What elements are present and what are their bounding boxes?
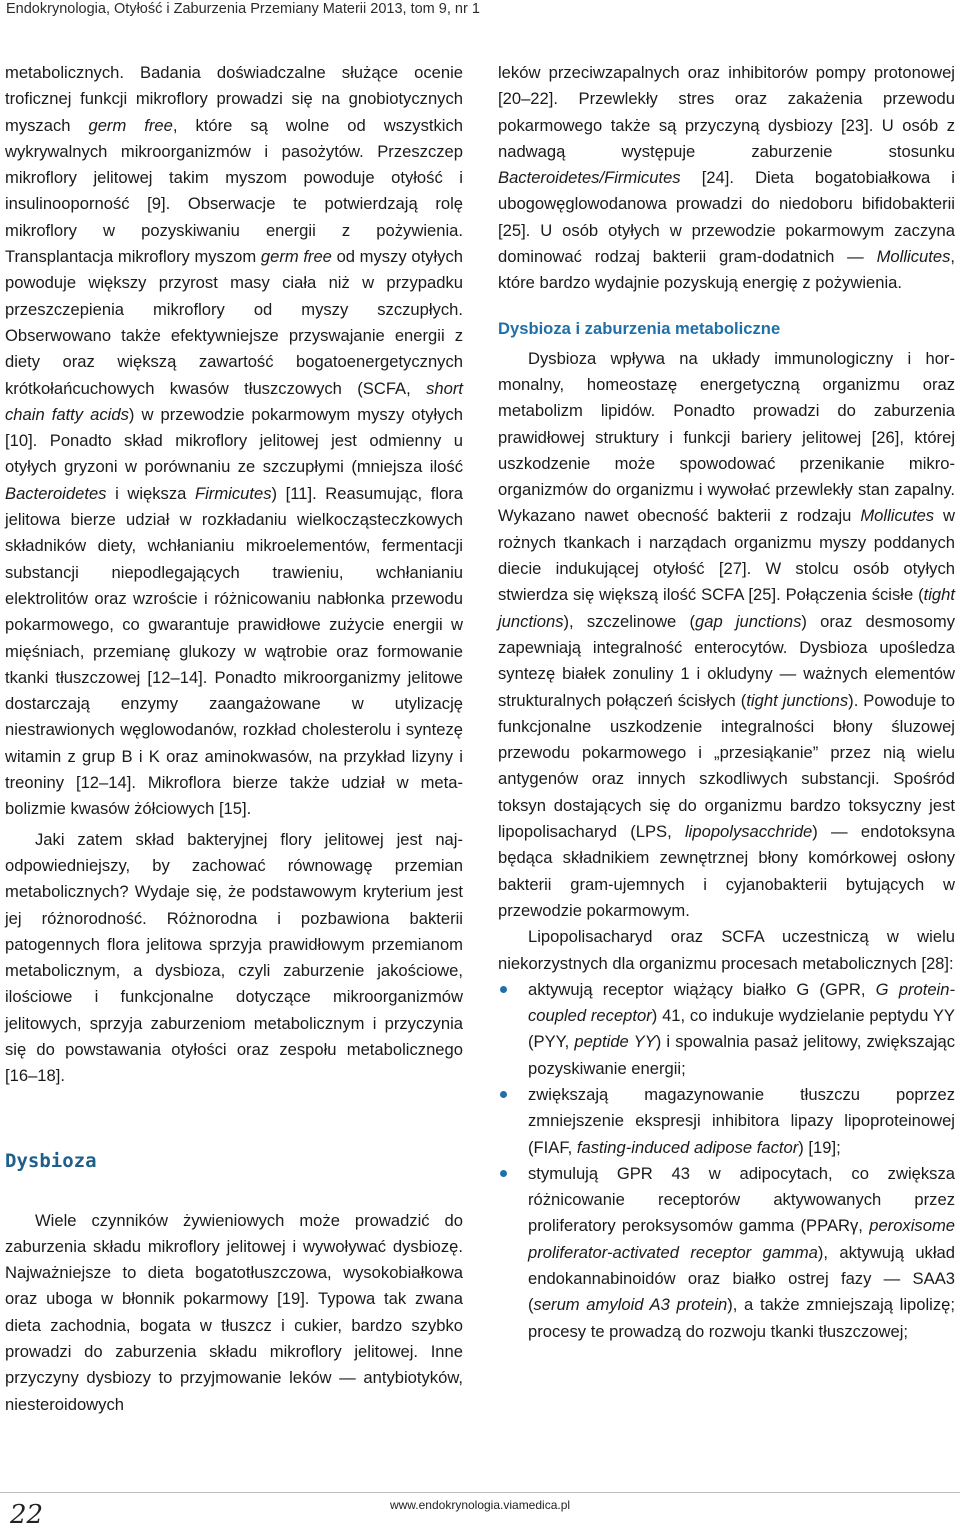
italic-term: tight junctions bbox=[746, 690, 849, 710]
text-run: ) w przewodzie pokarmowym myszy otyłych [10]. Ponadto skład mikroflory jelitowej jest odmienny u otyłych gryzoni w porównaniu ze szczupłymi (mniejsza ilość bbox=[5, 404, 464, 477]
text-run: ), aktywują układ endokannabinoidów oraz białko ostrej fazy — SAA3 ( bbox=[528, 1242, 955, 1315]
text-run: od myszy otyłych powoduje większy przyrost masy ciała niż w przypadku przeszczepienia mikroflory od myszy szczupłych. Obserwowano także efektywniejsze przyswajanie energii z diety oraz większą zawartość bogatoenergetycznych krótkołańcuchowych kwasów tłuszczowych (SCFA, bbox=[5, 247, 463, 398]
italic-term: peptide YY bbox=[574, 1032, 656, 1052]
running-header: Endokrynologia, Otyłość i Zaburzenia Przemiany Materii 2013, tom 9, nr 1 bbox=[6, 1, 480, 17]
paragraph bbox=[5, 60, 463, 823]
paragraph bbox=[498, 346, 955, 925]
italic-term: germ free bbox=[260, 247, 332, 267]
text-run: Jaki zatem skład bakteryjnej flory jelitowej jest najodpowiedniejszy, by zachować równowagę przemian metabolicznych? Wydaje się, że podstawowym kryterium jest jej różnorodność. Różnorodna i pozbawiona bakterii patogennych flora jelitowa sprzyja prawidłowym przemianom metabolicznym, a dysbioza, czyli zaburzenie jakościowe, ilościowe i funkcjonalne dotyczące mikroorganizmów jelitowych, sprzyja zaburzeniom metabolicznym i przyczynia się do powstawania otyłości oraz zespołu metabolicznego [16–18]. bbox=[5, 829, 463, 1086]
paragraph bbox=[498, 924, 955, 977]
text-run: ) — endotoksyna będąca składnikiem zewnętrznej błony komórkowej osłony bakterii gram-ujemnych i cyjanobakterii bytujących w przewodzie pokarmowym. bbox=[498, 822, 955, 920]
text-run: Lipopolisacharyd oraz SCFA uczestniczą w wielu niekorzystnych dla organizmu procesach metabolicznych [28]: bbox=[498, 927, 955, 973]
italic-term: Bacteroidetes bbox=[5, 483, 107, 503]
paragraph bbox=[5, 1208, 463, 1418]
bullet-item bbox=[498, 977, 955, 1082]
text-run: w rożnych tkankach i narządach organizmu myszy poddanych diecie indukującej otyłość [27]. W stolcu osób otyłych stwierdza się większą ilość SCFA [25]. Połączenia ścisłe ( bbox=[498, 506, 956, 605]
italic-term: gap junctions bbox=[695, 611, 802, 631]
text-run: leków przeciwzapalnych oraz inhibitorów pompy protonowej [20–22]. Przewlekły stres oraz zakażenia przewodu pokarmowego także są przyczyną dysbiozy [23]. U osób z nadwagą występuje zaburzenie stosunku bbox=[498, 63, 955, 161]
footer-divider bbox=[0, 1492, 960, 1493]
text-run: zwiększają magazynowanie tłuszczu poprzez zmniejszenie ekspresji inhibitora lipazy lipoproteinowej (FIAF, bbox=[528, 1084, 955, 1157]
text-run: Wiele czynników żywieniowych może prowadzić do zaburzenia składu mikroflory jelitowej i wywoływać dysbiozę. Najważniejsze to dieta bogatotłuszczowa, wysokobiałkowa oraz uboga w błonnik pokarmowy [19]. Typowa tak zwana dieta zachodnia, bogata w tłuszcz i cukier, bardzo szybko prowadzi do zaburzenia składu mikroflory jelitowej. Inne przyczyny dysbiozy to przyjmowanie leków — antybiotyków, niesteroidowych bbox=[5, 1210, 463, 1414]
text-run: stymulują GPR 43 w adipocytach, co zwiększa różnicowanie receptorów aktywowanych przez proliferatory peroksysomów gamma (PPARγ, bbox=[528, 1163, 955, 1236]
text-run: ) i spowalnia pasaż jelitowy, zwiększając pozyskiwanie energii; bbox=[528, 1032, 956, 1078]
footer-url: www.endokrynologia.viamedica.pl bbox=[389, 1498, 571, 1512]
italic-term: G protein-coupled receptor bbox=[528, 979, 955, 1026]
italic-term: germ free bbox=[88, 115, 173, 135]
italic-term: Bacteroidetes/Firmicutes bbox=[498, 168, 681, 188]
text-run: ), a także zmniejszają lipolizę; procesy te prowadzą do rozwoju tkanki tłuszczowej; bbox=[528, 1295, 955, 1341]
italic-term: tight junctions bbox=[498, 585, 955, 631]
text-run: ) [11]. Reasumując, flora jelitowa bierze udział w rozkładaniu wielkocząsteczkowych składników diety, wchłanianiu mikroelementów, fermentacji substancji niepodlegających trawieniu, wchłanianiu elektrolitów oraz wzroście i różnicowaniu nabłonka przewodu pokarmowego, co gwarantuje prawidłowe zużycie energii w mięśniach, przemianę glukozy w wątrobie oraz formowanie tkanki tłuszczowej [12–14]. Ponadto mikroorganizmy jelitowe dostarczają enzymy zaangażowane w utylizację niestrawionych węglowodanów, rozkład cholesterolu i syntezę witamin z grup B i K oraz aminokwasów, na przykład lizyny i treoniny [12–14]. Mikroflora bierze także udział w metabolizmie kwasów żółciowych [15]. bbox=[5, 483, 463, 819]
paragraph bbox=[498, 60, 955, 297]
italic-term: Mollicutes bbox=[876, 247, 951, 267]
italic-term: lipopolysacchride bbox=[684, 822, 813, 842]
left-column bbox=[5, 60, 463, 1418]
italic-term: Firmicutes bbox=[194, 483, 272, 503]
italic-term: fasting-induced adipose factor bbox=[576, 1137, 799, 1157]
paragraph bbox=[5, 827, 463, 1090]
italic-term: peroxisome proliferator-activated receptor gamma bbox=[528, 1216, 955, 1262]
text-run: i większa bbox=[106, 483, 195, 503]
text-run: Dysbioza wpływa na układy immunologiczny i hormonalny, homeostazę energetyczną organizmu oraz metabolizm lipidów. Ponadto prowadzi do zaburzenia prawidłowej struktury i funkcji bariery jelitowej [26], której uszkodzenie może spowodować przenikanie mikroorganizmów do organizmu i wywołać przewlekły stan zapalny. Wykazano nawet obecność bakterii z rodzaju bbox=[498, 348, 955, 526]
page-number: 22 bbox=[10, 1500, 44, 1530]
bullet-list bbox=[498, 977, 955, 1345]
bullet-item bbox=[498, 1082, 955, 1161]
italic-term: Mollicutes bbox=[860, 506, 935, 526]
section-heading-dysbioza: Dysbioza bbox=[5, 1149, 97, 1172]
text-run: ) 41, co indukuje wydzielanie peptydu YY (PYY, bbox=[528, 1006, 955, 1052]
italic-term: short chain fatty acids bbox=[5, 378, 463, 424]
italic-term: serum amyloid A3 protein bbox=[533, 1295, 728, 1315]
text-run: ) [19]; bbox=[798, 1137, 841, 1157]
text-run: , które są wolne od wszystkich wykrywalnych mikroorganizmów i pasożytów. Przeszczep mikroflory jelitowej takim myszom powoduje otyłość i insulinooporność [9]. Obserwacje te potwierdzają rolę mikroflory w pozyskiwaniu energii z pożywienia. Transplantacja mikroflory myszom bbox=[5, 115, 463, 267]
text-run: [24]. Dieta bogatobiałkowa i ubogowęglowodanowa prowadzi do niedoboru bifidobakterii [25]. U osób otyłych w przewodzie pokarmowym zaczyna dominować rodzaj bakterii gram-dodatnich — bbox=[498, 168, 955, 267]
text-run: , które bardzo wydajnie pozyskują energię z pożywienia. bbox=[498, 247, 955, 293]
text-run: metabolicznych. Badania doświadczalne służące ocenie troficznej funkcji mikroflory prowadzi się na gnobiotycznych myszach bbox=[5, 63, 463, 135]
section-heading-dysbioza-metabolic: Dysbioza i zaburzenia metaboliczne bbox=[498, 318, 781, 338]
text-run: ) oraz desmosomy zapewniają integralność enterocytów. Dysbioza upośledza syntezę białek zonuliny 1 i okludyny — ważnych elementów strukturalnych połączeń ścisłych ( bbox=[498, 611, 956, 710]
bullet-item bbox=[498, 1161, 955, 1345]
right-column bbox=[498, 60, 955, 1345]
text-run: aktywują receptor wiążący białko G (GPR, bbox=[528, 979, 876, 999]
text-run: ). Powoduje to funkcjonalne uszkodzenie integralności błony śluzowej przewodu pokarmowego i „przesiąkanie” przez nią wielu antygenów oraz innych szkodliwych substancji. Spośród toksyn dostających się do organizmu bardzo toksyczny jest lipopolisacharyd (LPS, bbox=[498, 690, 956, 842]
text-run: ), szczelinowe ( bbox=[563, 611, 695, 631]
